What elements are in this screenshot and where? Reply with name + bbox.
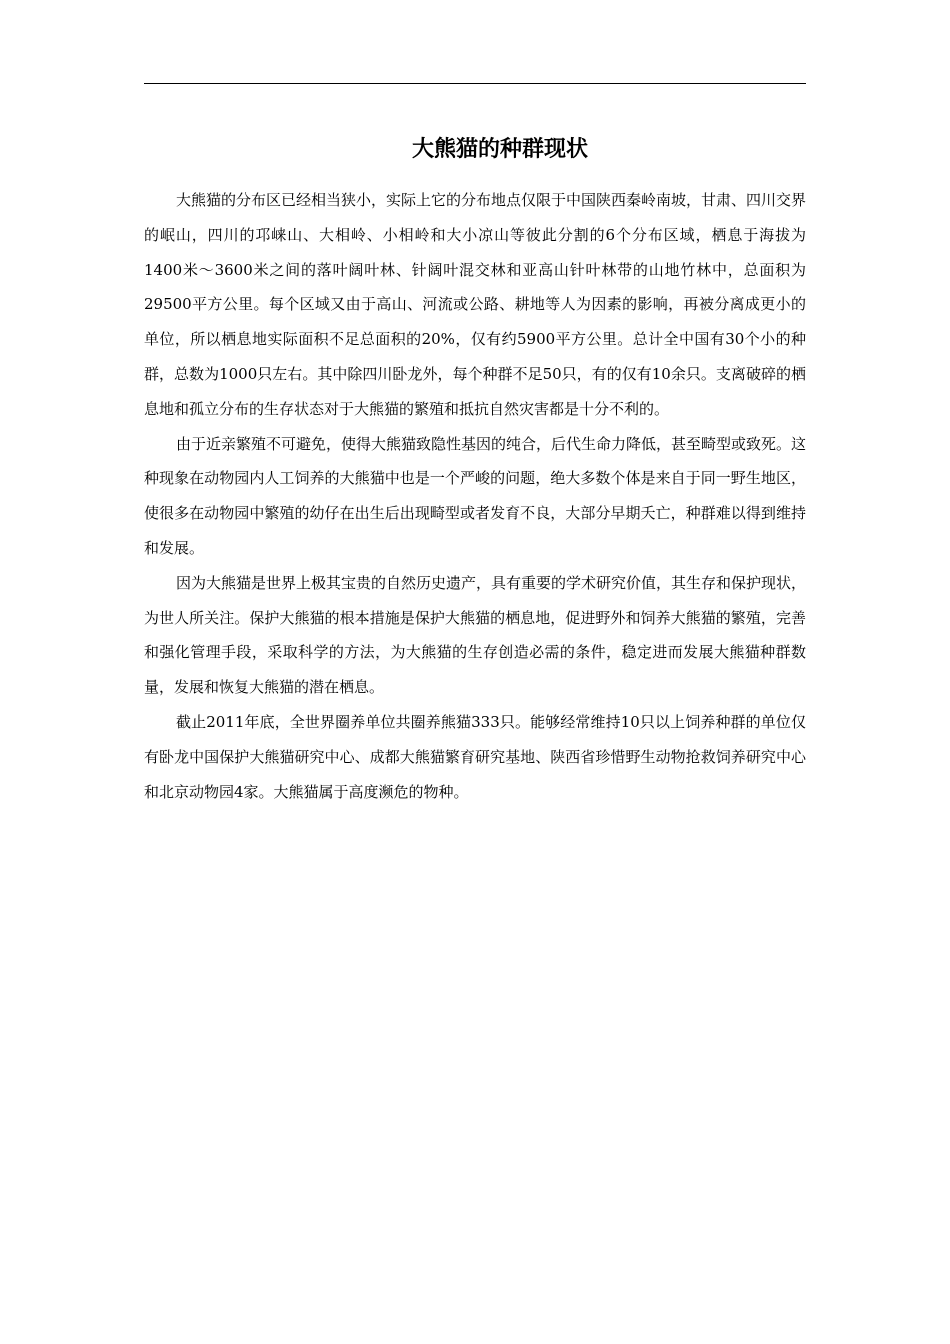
document-body — [144, 183, 806, 809]
paragraph-inbreeding: 由于近亲繁殖不可避免，使得大熊猫致隐性基因的纯合，后代生命力降低，甚至畸型或致死。这种现象在动物园内人工饲养的大熊猫中也是一个严峻的问题，绝大多数个体是来自于同一野生地区，使很多在动物园中繁殖的幼仔在出生后出现畸型或者发育不良，大部分早期夭亡，种群难以得到维持和发展。 — [144, 434, 807, 557]
paragraph-distribution: 大熊猫的分布区已经相当狭小，实际上它的分布地点仅限于中国陕西秦岭南坡，甘肃、四川交界的岷山，四川的邛崃山、大相岭、小相岭和大小凉山等彼此分割的6个分布区域，栖息于海拔为1400米～3600米之间的落叶阔叶林、针阔叶混交林和亚高山针叶林带的山地竹林中，总面积为29500平方公里。每个区域又由于高山、河流或公路、耕地等人为因素的影响，再被分离成更小的单位，所以栖息地实际面积不足总面积的20%，仅有约5900平方公里。总计全中国有30个小的种群，总数为1000只左右。其中除四川卧龙外，每个种群不足50只，有的仅有10余只。支离破碎的栖息地和孤立分布的生存状态对于大熊猫的繁殖和抵抗自然灾害都是十分不利的。 — [144, 191, 807, 418]
header-rule — [144, 83, 806, 84]
paragraph-conservation: 因为大熊猫是世界上极其宝贵的自然历史遗产，具有重要的学术研究价值，其生存和保护现状，为世人所关注。保护大熊猫的根本措施是保护大熊猫的栖息地，促进野外和饲养大熊猫的繁殖，完善和强化管理手段，采取科学的方法，为大熊猫的生存创造必需的条件，稳定进而发展大熊猫种群数量，发展和恢复大熊猫的潜在栖息。 — [144, 573, 807, 697]
document-title: 大熊猫的种群现状 — [411, 137, 588, 162]
paragraph-captivity: 截止2011年底，全世界圈养单位共圈养熊猫333只。能够经常维持10只以上饲养种群的单位仅有卧龙中国保护大熊猫研究中心、成都大熊猫繁育研究基地、陕西省珍惜野生动物抢救饲养研究中心和北京动物园4家。大熊猫属于高度濒危的物种。 — [144, 712, 806, 801]
